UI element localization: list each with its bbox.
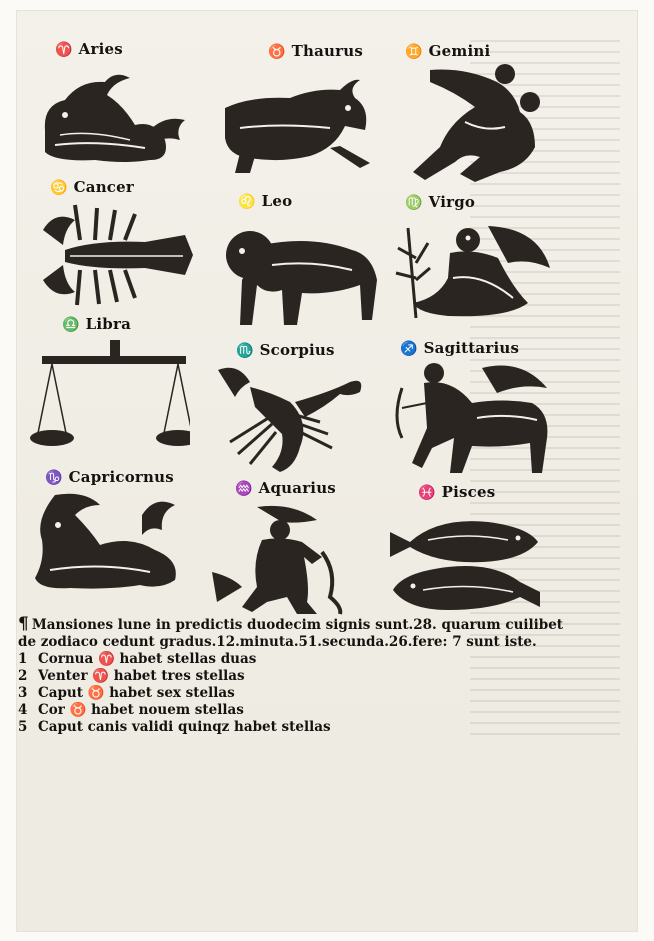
leo-symbol: ♌ — [238, 194, 256, 210]
label-taurus — [268, 42, 363, 60]
aries-name: Aries — [78, 40, 123, 58]
paragraph-line-1 — [18, 616, 578, 634]
cancer-symbol: ♋ — [50, 180, 68, 196]
leo-woodcut — [222, 225, 382, 335]
capricornus-name: Capricornus — [68, 468, 174, 486]
label-sagittarius — [400, 339, 519, 357]
paragraph-text-1: Mansiones lune in predictis duodecim signis sunt.28. quarum cuilibet — [31, 617, 564, 633]
aries-symbol: ♈ — [55, 42, 73, 58]
list-text: Cornua ♈ habet stellas duas — [38, 651, 257, 667]
libra-symbol: ♎ — [62, 317, 80, 333]
label-libra — [62, 315, 131, 333]
virgo-name: Virgo — [428, 193, 476, 211]
label-virgo — [405, 193, 475, 211]
list-item — [18, 651, 578, 668]
list-text: Cor ♉ habet nouem stellas — [38, 702, 244, 718]
label-cancer — [50, 178, 134, 196]
list-item — [18, 668, 578, 685]
aries-woodcut — [35, 60, 195, 170]
label-leo — [238, 192, 292, 210]
taurus-name: Thaurus — [291, 42, 363, 60]
list-text: Caput canis validi quinqz habet stellas — [38, 719, 331, 735]
list-number: 3 — [18, 685, 28, 701]
taurus-symbol: ♉ — [268, 44, 286, 60]
libra-woodcut — [30, 338, 190, 453]
cancer-woodcut — [35, 200, 195, 310]
virgo-symbol: ♍ — [405, 195, 423, 211]
pisces-woodcut — [388, 512, 543, 617]
list-item — [18, 719, 578, 736]
aquarius-woodcut — [212, 502, 367, 617]
aquarius-name: Aquarius — [258, 479, 336, 497]
cancer-name: Cancer — [73, 178, 134, 196]
list-text: Venter ♈ habet tres stellas — [38, 668, 245, 684]
list-item — [18, 702, 578, 719]
gemini-name: Gemini — [428, 42, 491, 60]
gemini-woodcut — [405, 62, 550, 192]
label-aquarius — [235, 479, 336, 497]
list-number: 2 — [18, 668, 28, 684]
leo-name: Leo — [261, 192, 293, 210]
virgo-woodcut — [388, 218, 553, 328]
sagittarius-woodcut — [392, 358, 552, 478]
gemini-symbol: ♊ — [405, 44, 423, 60]
sagittarius-symbol: ♐ — [400, 341, 418, 357]
taurus-woodcut — [220, 68, 380, 188]
list-text: Caput ♉ habet sex stellas — [38, 685, 235, 701]
capricornus-symbol: ♑ — [45, 470, 63, 486]
sagittarius-name: Sagittarius — [423, 339, 520, 357]
scorpius-woodcut — [210, 362, 370, 477]
pisces-name: Pisces — [441, 483, 496, 501]
mansions-text-block — [18, 616, 578, 736]
label-capricornus — [45, 468, 174, 486]
libra-name: Libra — [85, 315, 131, 333]
pisces-symbol: ♓ — [418, 485, 436, 501]
pilcrow-icon: ¶ — [18, 614, 29, 634]
list-item — [18, 685, 578, 702]
capricornus-woodcut — [30, 490, 190, 595]
scorpius-name: Scorpius — [259, 341, 335, 359]
list-number: 5 — [18, 719, 28, 735]
label-gemini — [405, 42, 490, 60]
aquarius-symbol: ♒ — [235, 481, 253, 497]
scorpius-symbol: ♏ — [236, 343, 254, 359]
label-aries — [55, 40, 123, 58]
list-number: 1 — [18, 651, 28, 667]
label-scorpius — [236, 341, 335, 359]
list-number: 4 — [18, 702, 28, 718]
label-pisces — [418, 483, 495, 501]
paragraph-line-2: de zodiaco cedunt gradus.12.minuta.51.secunda.26.fere: 7 sunt iste. — [18, 634, 537, 650]
